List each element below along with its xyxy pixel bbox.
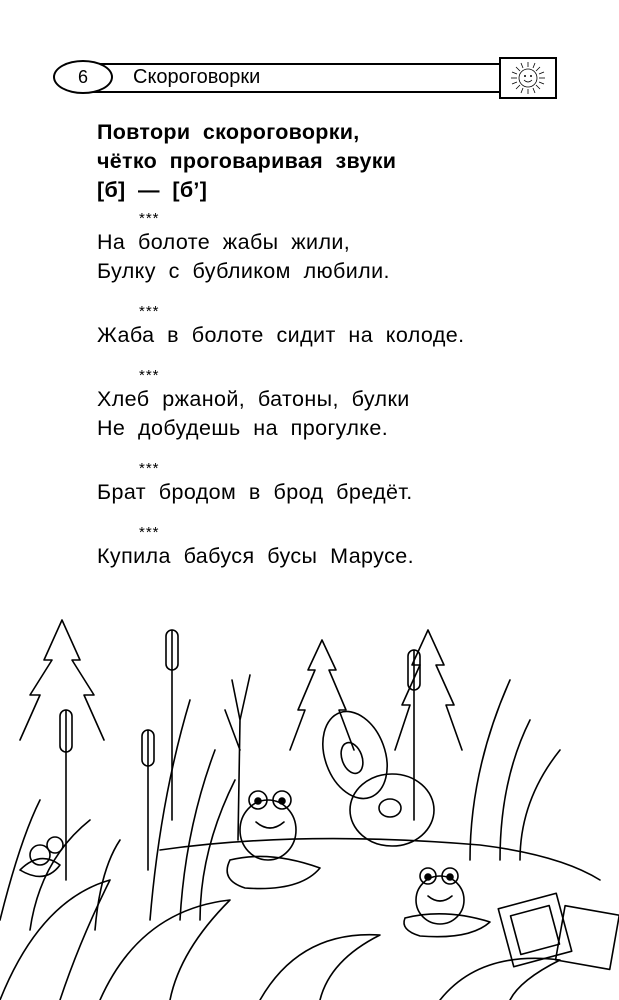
poem-line: Булку с бубликом любили. xyxy=(97,259,390,283)
tongue-twister xyxy=(97,524,465,571)
separator-stars: *** xyxy=(139,303,160,320)
separator-stars: *** xyxy=(139,367,160,384)
poem-line: Купила бабуся бусы Марусе. xyxy=(97,544,414,568)
separator-stars: *** xyxy=(139,460,160,477)
swamp-frogs-bagels-illustration xyxy=(0,600,619,1000)
page-number: 6 xyxy=(53,60,113,94)
sun-face-icon xyxy=(499,57,557,99)
tongue-twister xyxy=(97,210,465,286)
poem-line: Брат бродом в брод бредёт. xyxy=(97,480,413,504)
separator-stars: *** xyxy=(139,210,160,227)
instruction-line: чётко проговаривая звуки xyxy=(97,149,397,173)
tongue-twister xyxy=(97,460,465,507)
tongue-twister xyxy=(97,303,465,350)
poem-line: Не добудешь на прогулке. xyxy=(97,416,389,440)
tongue-twisters xyxy=(97,210,465,588)
tongue-twister xyxy=(97,367,465,443)
poem-line: На болоте жабы жили, xyxy=(97,230,351,254)
section-title: Скороговорки xyxy=(133,66,261,88)
page-header xyxy=(53,57,557,99)
separator-stars: *** xyxy=(139,524,160,541)
poem-line: Жаба в болоте сидит на колоде. xyxy=(97,323,465,347)
instruction-line: Повтори скороговорки, xyxy=(97,120,360,144)
instruction-line: [б] — [б’] xyxy=(97,178,208,202)
instruction-block xyxy=(97,118,396,205)
poem-line: Хлеб ржаной, батоны, булки xyxy=(97,387,410,411)
